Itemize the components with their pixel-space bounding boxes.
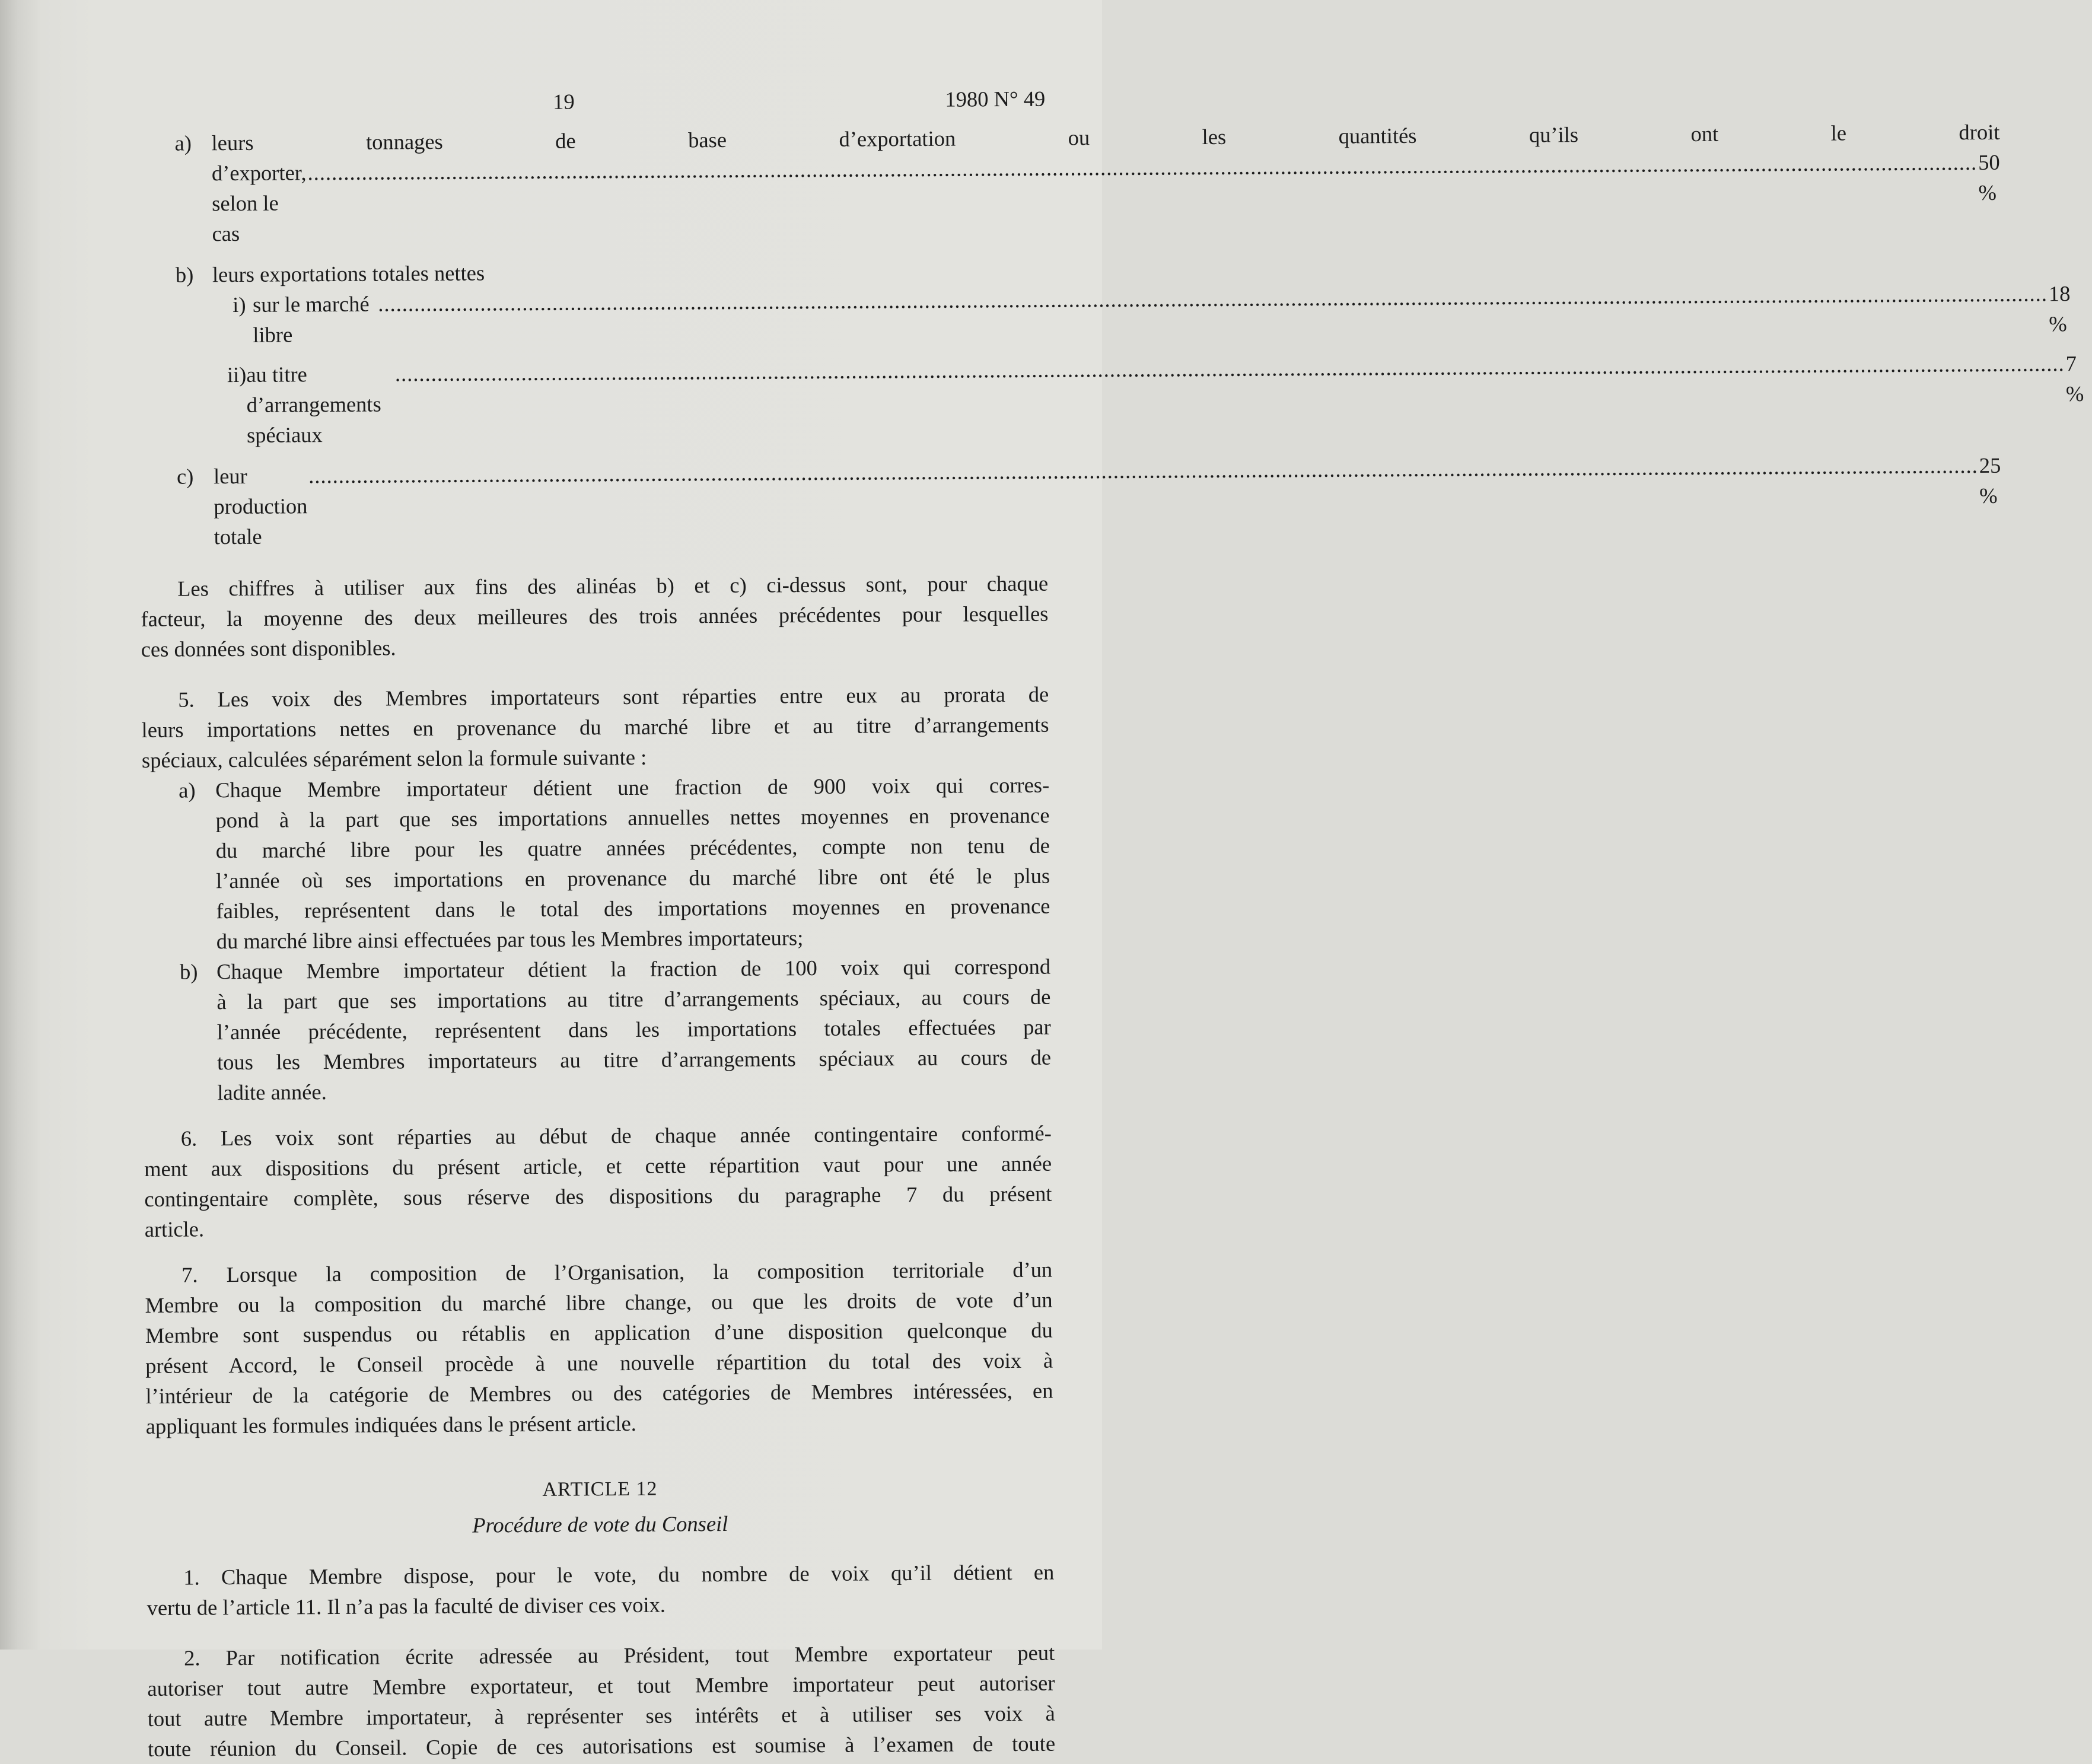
paragraph-line: 6. Les voix sont réparties au début de chaque année contingentaire conformé-	[180, 1120, 1052, 1151]
article-subtitle: Procédure de vote du Conseil	[472, 1511, 728, 1537]
paragraph-line: ces données sont disponibles.	[141, 635, 396, 661]
criterion-text: leurs tonnages de base d’exportation ou les quantités qu’ils ont le droit	[211, 119, 2000, 155]
paragraph-line: vertu de l’article 11. Il n’a pas la faculté de diviser ces voix.	[147, 1592, 666, 1620]
paragraph-line: spéciaux, calculées séparément selon la formule suivante :	[141, 744, 647, 772]
dot-leader	[308, 450, 1978, 491]
paragraph-line: leurs importations nettes en provenance du marché libre et au titre d’arrangements	[141, 712, 1049, 742]
page-binding-shadow	[0, 0, 38, 1650]
paragraph-line: autoriser tout autre Membre exportateur, et tout Membre importateur peut autoriser	[147, 1670, 1055, 1701]
criterion-weight: 50 %	[1978, 149, 2000, 205]
item-marker: b)	[179, 959, 198, 984]
item-line: l’année où ses importations en provenance du marché libre ont été le plus	[216, 863, 1050, 893]
criterion-leader-line	[212, 147, 2001, 249]
paragraph-5-item-b	[143, 951, 1052, 1108]
criterion-text: d’exporter, selon le cas	[211, 160, 307, 246]
subcriterion-text: au titre d’arrangements spéciaux	[246, 362, 381, 447]
item-line: l’année précédente, représentent dans les importations totales effectuées par	[216, 1014, 1051, 1045]
item-line: pond à la part que ses importations annuelles nettes moyennes en provenance	[215, 803, 1050, 833]
criterion-leader-line	[214, 450, 2001, 552]
item-line: à la part que ses importations au titre d’arrangements spéciaux, au cours de	[216, 984, 1051, 1014]
criterion-marker: c)	[176, 464, 194, 489]
paragraph-5-item-a	[142, 770, 1050, 957]
item-line: Chaque Membre importateur détient la fraction de 100 voix qui correspond	[216, 954, 1051, 984]
paragraph-5	[141, 679, 1051, 1108]
paragraph-line: ment aux dispositions du présent article, et cette répartition vaut pour une année	[144, 1151, 1052, 1181]
item-line: Chaque Membre importateur détient une fraction de 900 voix qui corres-	[215, 772, 1050, 803]
paragraph-line: Membre ou la composition du marché libre change, ou que les droits de vote d’un	[145, 1287, 1053, 1317]
article-12-paragraph-1	[147, 1557, 1055, 1623]
subcriterion-text: sur le marché libre	[252, 291, 370, 347]
paragraph-line: contingentaire complète, sous réserve des dispositions du paragraphe 7 du présent	[144, 1181, 1052, 1211]
paragraph-line: tout autre Membre importateur, à représenter ses intérêts et à utiliser ses voix à	[147, 1701, 1055, 1731]
criterion-c	[140, 453, 2001, 552]
criterion-weight: 25 %	[1979, 453, 2001, 508]
criterion-marker: b)	[175, 262, 194, 287]
article-title: ARTICLE 12	[542, 1478, 658, 1501]
paragraph-6	[144, 1118, 1052, 1244]
item-line: faibles, représentent dans le total des importations moyennes en provenance	[216, 893, 1050, 924]
paragraph-line: Membre sont suspendus ou rétablis en application d’une disposition quelconque du	[145, 1317, 1053, 1348]
paragraph-line: l’intérieur de la catégorie de Membres ou des catégories de Membres intéressées, en	[145, 1378, 1053, 1408]
document-text	[138, 84, 2084, 1764]
subcriterion-i	[233, 278, 2084, 350]
item-line: du marché libre ainsi effectuées par tous les Membres importateurs;	[216, 925, 804, 954]
paragraph-7	[145, 1254, 1053, 1441]
item-marker: a)	[179, 778, 196, 803]
subcriterion-weight: 7 %	[2065, 351, 2084, 406]
criterion-text: leurs exportations totales nettes	[212, 260, 485, 287]
subcriterion-marker: ii)	[227, 362, 247, 387]
dot-leader	[395, 348, 2065, 389]
item-line: ladite année.	[217, 1080, 327, 1105]
paragraph-line: 2. Par notification écrite adressée au Président, tout Membre exportateur peut	[184, 1640, 1055, 1670]
criterion-marker: a)	[174, 130, 192, 155]
paragraph-line: présent Accord, le Conseil procède à une nouvelle répartition du total des voix à	[145, 1348, 1053, 1378]
subcriterion-marker: i)	[233, 292, 246, 317]
paragraph-line: 7. Lorsque la composition de l’Organisation, la composition territoriale d’un	[182, 1257, 1053, 1287]
criterion-b	[139, 254, 2084, 451]
paragraph-line: article.	[144, 1217, 205, 1241]
criterion-text: leur production totale	[213, 463, 308, 549]
criterion-a	[138, 119, 2000, 249]
paragraph-line: Les chiffres à utiliser aux fins des alinéas b) et c) ci-dessus sont, pour chaque	[177, 571, 1049, 601]
page-header	[138, 84, 1045, 125]
paragraph-line: appliquant les formules indiquées dans le présent article.	[145, 1410, 636, 1438]
document-reference: 1980 N° 49	[945, 86, 1046, 112]
paragraph-line: 1. Chaque Membre dispose, pour le vote, du nombre de voix qu’il détient en	[183, 1559, 1055, 1590]
page-number: 19	[553, 89, 575, 114]
item-line: du marché libre pour les quatre années précédentes, compte non tenu de	[215, 833, 1050, 863]
paragraph-line: toute réunion du Conseil. Copie de ces autorisations est soumise à l’examen de toute	[147, 1731, 1056, 1761]
subcriterion-ii	[227, 348, 2084, 450]
paragraph-line: 5. Les voix des Membres importateurs sont réparties entre eux au prorata de	[178, 682, 1049, 712]
figures-paragraph	[141, 568, 1049, 664]
item-line: tous les Membres importateurs au titre d’arrangements spéciaux au cours de	[216, 1045, 1052, 1075]
article-12-paragraph-2	[147, 1638, 1055, 1764]
paragraph-line: facteur, la moyenne des deux meilleures des trois années précédentes pour lesquelles	[141, 601, 1049, 631]
subcriterion-weight: 18 %	[2048, 281, 2071, 336]
